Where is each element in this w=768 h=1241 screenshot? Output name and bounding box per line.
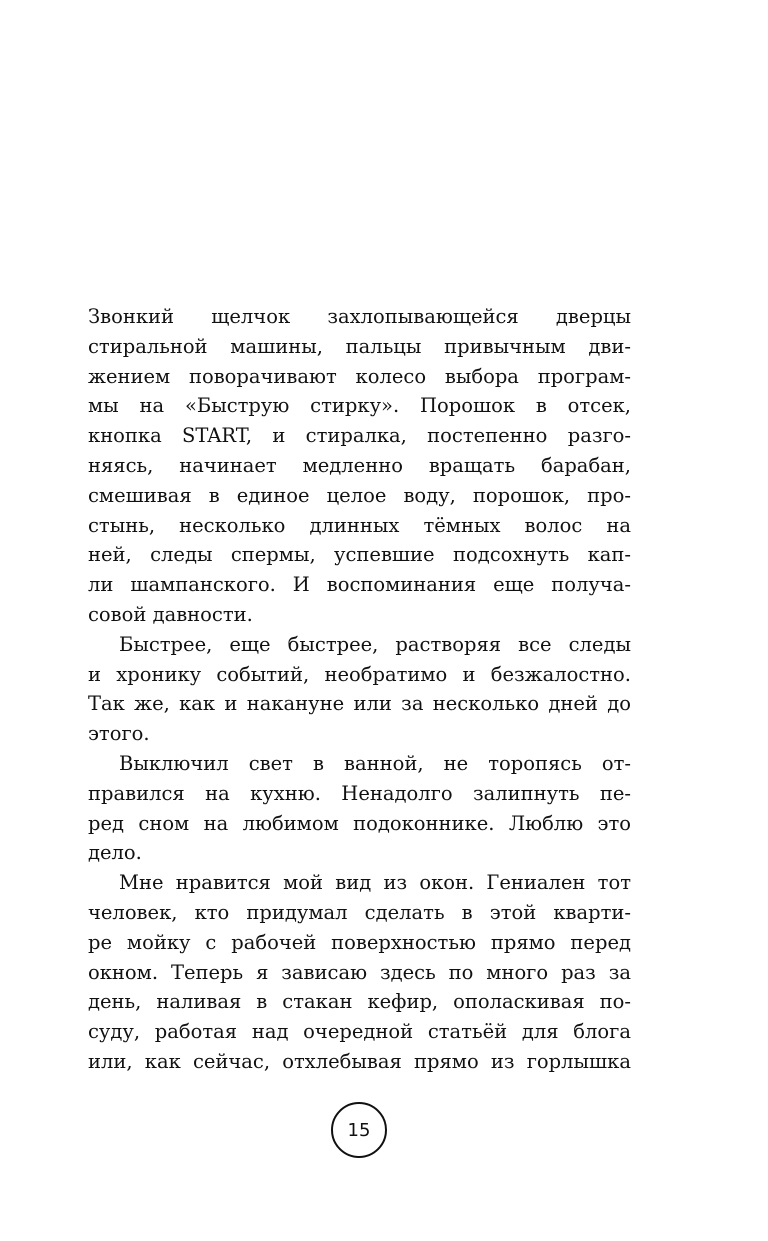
paragraph-2 <box>88 630 631 749</box>
body-text <box>88 302 631 1077</box>
text-line: няясь, начинает медленно вращать барабан, <box>88 453 631 477</box>
text-line: окном. Теперь я зависаю здесь по много раз за <box>88 960 631 984</box>
text-line: суду, работая над очередной статьёй для блога <box>88 1020 631 1044</box>
text-line: день, наливая в стакан кефир, ополаскивая по- <box>88 990 631 1014</box>
paragraph-1 <box>88 302 631 630</box>
text-line: совой давности. <box>88 602 253 626</box>
text-line: человек, кто придумал сделать в этой кварти- <box>88 900 631 924</box>
text-line: кнопка START, и стиралка, постепенно разго- <box>88 424 631 448</box>
text-line: этого. <box>88 722 150 746</box>
paragraph-4 <box>88 868 631 1077</box>
text-line: жением поворачивают колесо выбора програм- <box>88 364 631 388</box>
text-line: Звонкий щелчок захлопывающейся дверцы <box>88 305 631 328</box>
text-line: смешивая в единое целое воду, порошок, про- <box>88 483 631 507</box>
text-line: Так же, как и накануне или за несколько дней до <box>88 692 631 716</box>
text-line: Быстрее, еще быстрее, растворяя все следы <box>119 632 631 656</box>
text-line: ред сном на любимом подоконнике. Люблю это <box>88 811 631 835</box>
text-line: ли шампанского. И воспоминания еще получа- <box>88 573 631 597</box>
text-line: ней, следы спермы, успевшие подсохнуть кап- <box>88 543 631 567</box>
text-line: и хронику событий, необратимо и безжалостно. <box>88 662 631 686</box>
text-line: стиральной машины, пальцы привычным дви- <box>88 334 631 358</box>
text-line: Мне нравится мой вид из окон. Гениален тот <box>119 871 631 895</box>
text-line: ре мойку с рабочей поверхностью прямо перед <box>88 930 631 954</box>
text-line: мы на «Быструю стирку». Порошок в отсек, <box>88 394 631 418</box>
text-line: дело. <box>88 841 142 865</box>
text-line: или, как сейчас, отхлебывая прямо из горлышка <box>88 1049 631 1073</box>
text-line: правился на кухню. Ненадолго залипнуть пе- <box>88 781 631 805</box>
text-line: стынь, несколько длинных тёмных волос на <box>88 513 631 537</box>
text-line: Выключил свет в ванной, не торопясь от- <box>119 751 631 775</box>
paragraph-3 <box>88 749 631 868</box>
page-number: 15 <box>331 1102 387 1158</box>
